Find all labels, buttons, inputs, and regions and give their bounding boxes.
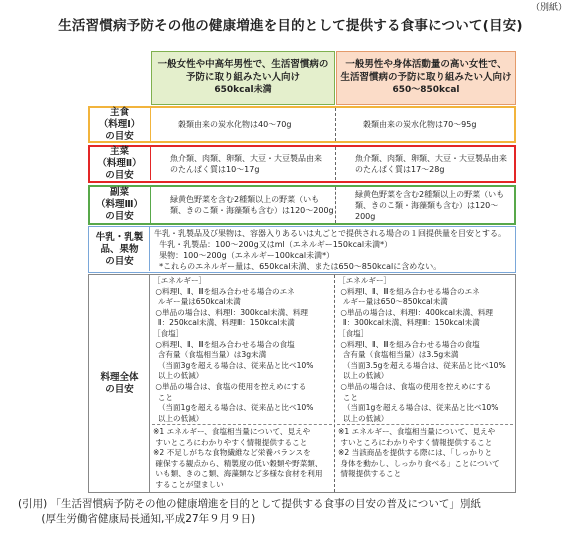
overall-label-2: の目安: [105, 383, 134, 395]
milk-label-1: 牛乳・乳製: [95, 231, 144, 243]
main-label-2: （料理Ⅱ）: [97, 158, 142, 169]
side-col1: [150, 187, 334, 223]
header-col1-kcal: 650kcal未満: [214, 85, 272, 95]
side-label-2: （料理Ⅲ）: [96, 199, 143, 210]
page-title: 生活習慣病予防その他の健康増進を目的として提供する食事について(目安): [58, 18, 523, 34]
milk-text: 牛乳・乳製品及び果物は、容器入りあるいは丸ごとで提供される場合の１回提供量を目安とする。 牛乳・乳製品：100～200g又はml（エネルギー150kcal未満*） 果物：100～200g（エネルギー100kcal未満*） *これらのエネルギー量は、650kcal未満、または650～850kcalに含めない。: [154, 229, 506, 271]
overall-col1-notes: ※1 エネルギー、食塩相当量について、見えや すいところにわかりやすく情報提供すること ※2 不足しがちな食物繊維など栄養バランスを 確保する観点から、精製度の低い穀類や野菜類、 いも類、きのこ類、海藻類など多様な食材を利用 することが望ましい: [153, 427, 323, 489]
milk-label: [90, 228, 149, 271]
header-col2: [336, 51, 516, 105]
side-col2: [335, 187, 515, 223]
main-col1-line1: 魚介類、肉類、卵類、大豆・大豆製品由来: [170, 154, 322, 163]
side-col2-line1: 緑黄色野菜を含む2種類以上の野菜（いも: [355, 189, 505, 199]
citation-line2: (厚生労働省健康局長通知,平成27年９月９日): [18, 513, 256, 525]
staple-col1: 穀類由来の炭水化物は40～70g: [178, 120, 292, 129]
annex-label: （別紙）: [530, 3, 567, 13]
header-col2-line1: 一般男性や身体活動量の高い女性で、: [345, 59, 507, 70]
staple-col2: 穀類由来の炭水化物は70～95g: [363, 120, 477, 129]
milk-label-3: の目安: [105, 255, 134, 267]
overall-col1-divider: [152, 424, 332, 425]
overall-col2-notes: ※1 エネルギー、食塩相当量について、見えや すいところにわかりやすく情報提供すること ※2 当該商品を提供する際には、「しっかりと 身体を動かし、しっかり食べる」ことについて 情報提供すること: [338, 427, 500, 479]
overall-label: [90, 276, 149, 491]
staple-label-3: の目安: [105, 130, 134, 142]
side-label-1: 副菜: [109, 187, 129, 198]
header-col1: [151, 51, 335, 105]
side-col2-line2: 類、きのこ類・海藻類も含む）は120～200g: [355, 200, 499, 221]
main-label: [90, 147, 149, 181]
main-col1: [150, 147, 334, 181]
main-label-3: の目安: [105, 170, 134, 181]
main-col2: [335, 147, 515, 181]
side-col1-line1: 緑黄色野菜を含む2種類以上の野菜（いも: [170, 195, 320, 204]
overall-col1-upper: ［エネルギー］ ○料理Ⅰ、Ⅱ、Ⅲを組み合わせる場合のエネ ルギー量は650kcal未満 ○単品の場合は、料理Ⅰ：300kcal未満、料理 Ⅱ：250kcal未満、料理Ⅲ：150kcal未満 ［食塩］ ○料理Ⅰ、Ⅱ、Ⅲを組み合わせる場合の食塩 含有量（食塩相当量）は3g未満 （当面3gを超える場合は、従来品と比べ10% 以上の低減） ○単品の場合は、食塩の使用を控えめにする こと （当面1gを超える場合は、従来品と比べ10% 以上の低減）: [153, 276, 314, 423]
staple-label: [90, 108, 149, 141]
side-label: [90, 187, 149, 223]
side-label-3: の目安: [105, 211, 134, 222]
header-col2-kcal: 650～850kcal: [392, 85, 460, 95]
overall-label-1: 料理全体: [100, 371, 139, 383]
milk-label-2: 品、果物: [100, 243, 139, 255]
citation-line1: (引用) 「生活習慣病予防その他の健康増進を目的として提供する食事の目安の普及について」別紙: [18, 498, 481, 510]
main-col1-line2: のたんぱく質は10～17g: [170, 165, 260, 174]
header-col2-line2: 生活習慣病の予防に取り組みたい人向け: [340, 72, 512, 83]
staple-label-1: 主食: [109, 106, 129, 118]
citation: [18, 497, 481, 527]
staple-label-2: （料理Ⅰ）: [98, 118, 141, 130]
main-label-1: 主菜: [109, 146, 129, 157]
overall-col2-divider: [337, 424, 513, 425]
header-col1-line1: 一般女性や中高年男性で、生活習慣病の: [157, 59, 329, 70]
main-col2-line1: 魚介類、肉類、卵類、大豆・大豆製品由来: [355, 154, 507, 163]
header-col1-line2: 予防に取り組みたい人向け: [185, 72, 300, 83]
overall-col2-upper: ［エネルギー］ ○料理Ⅰ、Ⅱ、Ⅲを組み合わせる場合のエネ ルギー量は650～850kcal未満 ○単品の場合は、料理Ⅰ：400kcal未満、料理 Ⅱ：300kcal未満、料理Ⅲ：150kcal未満 ［食塩］ ○料理Ⅰ、Ⅱ、Ⅲを組み合わせる場合の食塩 含有量（食塩相当量）は3.5g未満 （当面3.5gを超える場合は、従来品と比べ10% 以上の低減） ○単品の場合は、食塩の使用を控えめにする こと （当面1gを超える場合は、従来品と比べ10% 以上の低減）: [338, 276, 506, 423]
side-col1-line2: 類、きのこ類・海藻類も含む）は120～200g: [170, 206, 334, 215]
main-col2-line2: のたんぱく質は17～28g: [355, 165, 445, 174]
